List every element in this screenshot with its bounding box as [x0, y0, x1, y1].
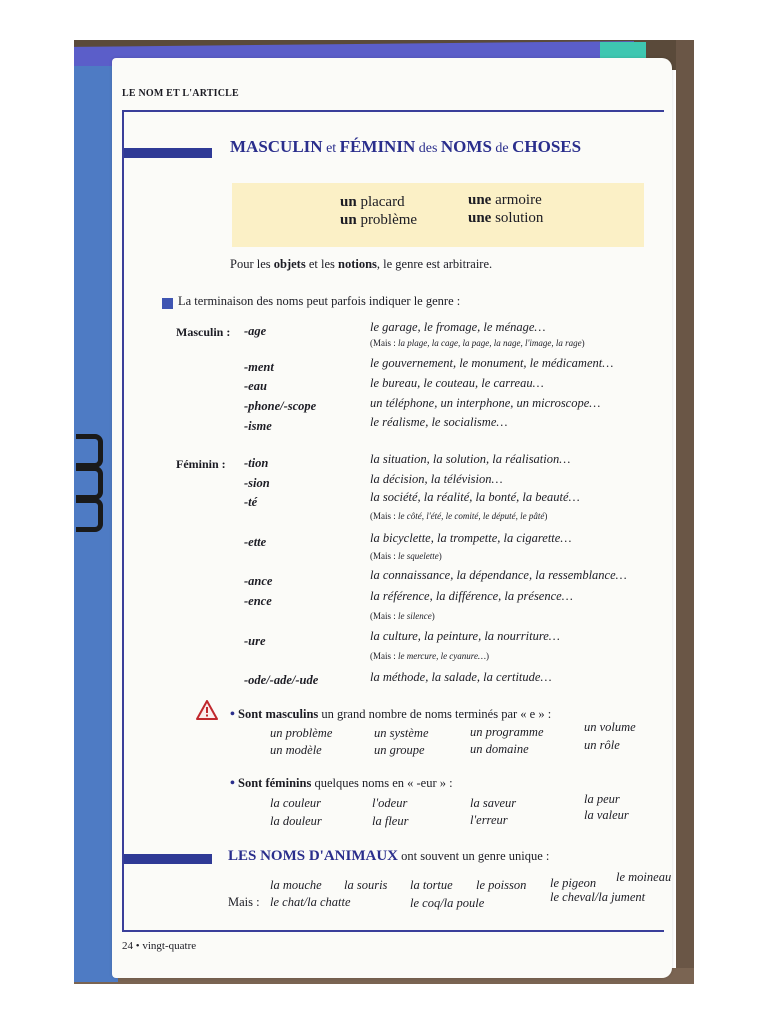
suffix-examples: le garage, le fromage, le ménage…	[370, 320, 546, 334]
suffix: -isme	[244, 419, 272, 433]
suffix-examples: la situation, la solution, la réalisation…	[370, 452, 571, 466]
suffix-examples: la décision, la télévision…	[370, 472, 503, 486]
feminin-label: Féminin :	[176, 457, 226, 471]
suffix-examples: la culture, la peinture, la nourriture…	[370, 629, 560, 643]
exception-note: (Mais : le côté, l'été, le comité, le député, le pâté)	[370, 511, 548, 521]
word-example: la peur	[584, 792, 620, 806]
word-example: un rôle	[584, 738, 620, 752]
exception-note: (Mais : le squelette)	[370, 551, 442, 561]
animal-word: le chat/la chatte	[270, 895, 351, 909]
running-head: LE NOM ET L'ARTICLE	[122, 88, 239, 99]
suffix-examples: le gouvernement, le monument, le médicament…	[370, 356, 614, 370]
word-example: un groupe	[374, 743, 425, 757]
word-example: la fleur	[372, 814, 409, 828]
example-fem-1: une armoire	[468, 192, 542, 208]
bullet-masculins: • Sont masculins un grand nombre de noms terminés par « e » :	[230, 707, 552, 722]
suffix-examples: la méthode, la salade, la certitude…	[370, 670, 552, 684]
suffix-examples: le réalisme, le socialisme…	[370, 415, 508, 429]
word-example: un système	[374, 726, 429, 740]
exception-note: (Mais : le mercure, le cyanure…)	[370, 651, 489, 661]
word-example: un programme	[470, 725, 544, 739]
suffix-examples: la connaissance, la dépendance, la ressemblance…	[370, 568, 627, 582]
mais-label: Mais :	[228, 895, 260, 909]
suffix: -sion	[244, 476, 270, 490]
masculin-label: Masculin :	[176, 325, 231, 339]
suffix: -tion	[244, 456, 269, 470]
suffix-examples: le bureau, le couteau, le carreau…	[370, 376, 544, 390]
photo-backdrop-right	[676, 40, 694, 984]
animal-word: le moineau	[616, 870, 672, 884]
exception-note: (Mais : le silence)	[370, 611, 435, 621]
suffix: -ance	[244, 574, 273, 588]
warning-icon	[196, 700, 218, 720]
word-example: un problème	[270, 726, 333, 740]
word-example: un volume	[584, 720, 636, 734]
suffix-examples: la société, la réalité, la bonté, la beauté…	[370, 490, 580, 504]
suffix: -té	[244, 495, 258, 509]
example-masc-1: un placard	[340, 194, 405, 210]
word-example: l'erreur	[470, 813, 508, 827]
animal-word: le poisson	[476, 878, 527, 892]
section-bar	[124, 148, 212, 158]
suffix-examples: un téléphone, un interphone, un microscope…	[370, 396, 601, 410]
suffix: -eau	[244, 379, 267, 393]
binder-clip	[76, 434, 103, 468]
suffix: -ode/-ade/-ude	[244, 673, 319, 687]
section-bar	[124, 854, 212, 864]
animal-word: la souris	[344, 878, 388, 892]
word-example: la valeur	[584, 808, 629, 822]
suffix: -ette	[244, 535, 267, 549]
bullet-feminins: • Sont féminins quelques noms en « -eur » :	[230, 776, 453, 791]
suffix: -age	[244, 324, 267, 338]
section-title-animaux: LES NOMS D'ANIMAUX ont souvent un genre unique :	[228, 848, 550, 864]
examples-box	[232, 183, 644, 247]
suffix: -ment	[244, 360, 274, 374]
square-bullet-icon	[162, 298, 173, 309]
word-example: l'odeur	[372, 796, 408, 810]
word-example: la douleur	[270, 814, 322, 828]
page-number: 24 • vingt-quatre	[122, 940, 197, 952]
word-example: un modèle	[270, 743, 322, 757]
exception-note: (Mais : la plage, la cage, la page, la nage, l'image, la rage)	[370, 338, 585, 348]
word-example: la saveur	[470, 796, 517, 810]
terminaison-intro: La terminaison des noms peut parfois indiquer le genre :	[178, 294, 461, 308]
binder-clip	[76, 498, 103, 532]
animal-word: le cheval/la jument	[550, 890, 646, 904]
example-masc-2: un problème	[340, 212, 418, 228]
suffix-examples: la référence, la différence, la présence…	[370, 589, 573, 603]
suffix: -ence	[244, 594, 272, 608]
animal-word: la tortue	[410, 878, 453, 892]
suffix-examples: la bicyclette, la trompette, la cigarette…	[370, 531, 572, 545]
word-example: la couleur	[270, 796, 322, 810]
animal-word: le pigeon	[550, 876, 597, 890]
word-example: un domaine	[470, 742, 529, 756]
suffix: -phone/-scope	[244, 399, 317, 413]
arbitrary-sentence: Pour les objets et les notions, le genre est arbitraire.	[230, 257, 493, 271]
suffix: -ure	[244, 634, 266, 648]
animal-word: le coq/la poule	[410, 896, 485, 910]
binder-clip	[76, 466, 103, 500]
section-title: MASCULIN et FÉMININ des NOMS de CHOSES	[230, 137, 582, 156]
animal-word: la mouche	[270, 878, 322, 892]
example-fem-2: une solution	[468, 210, 544, 226]
